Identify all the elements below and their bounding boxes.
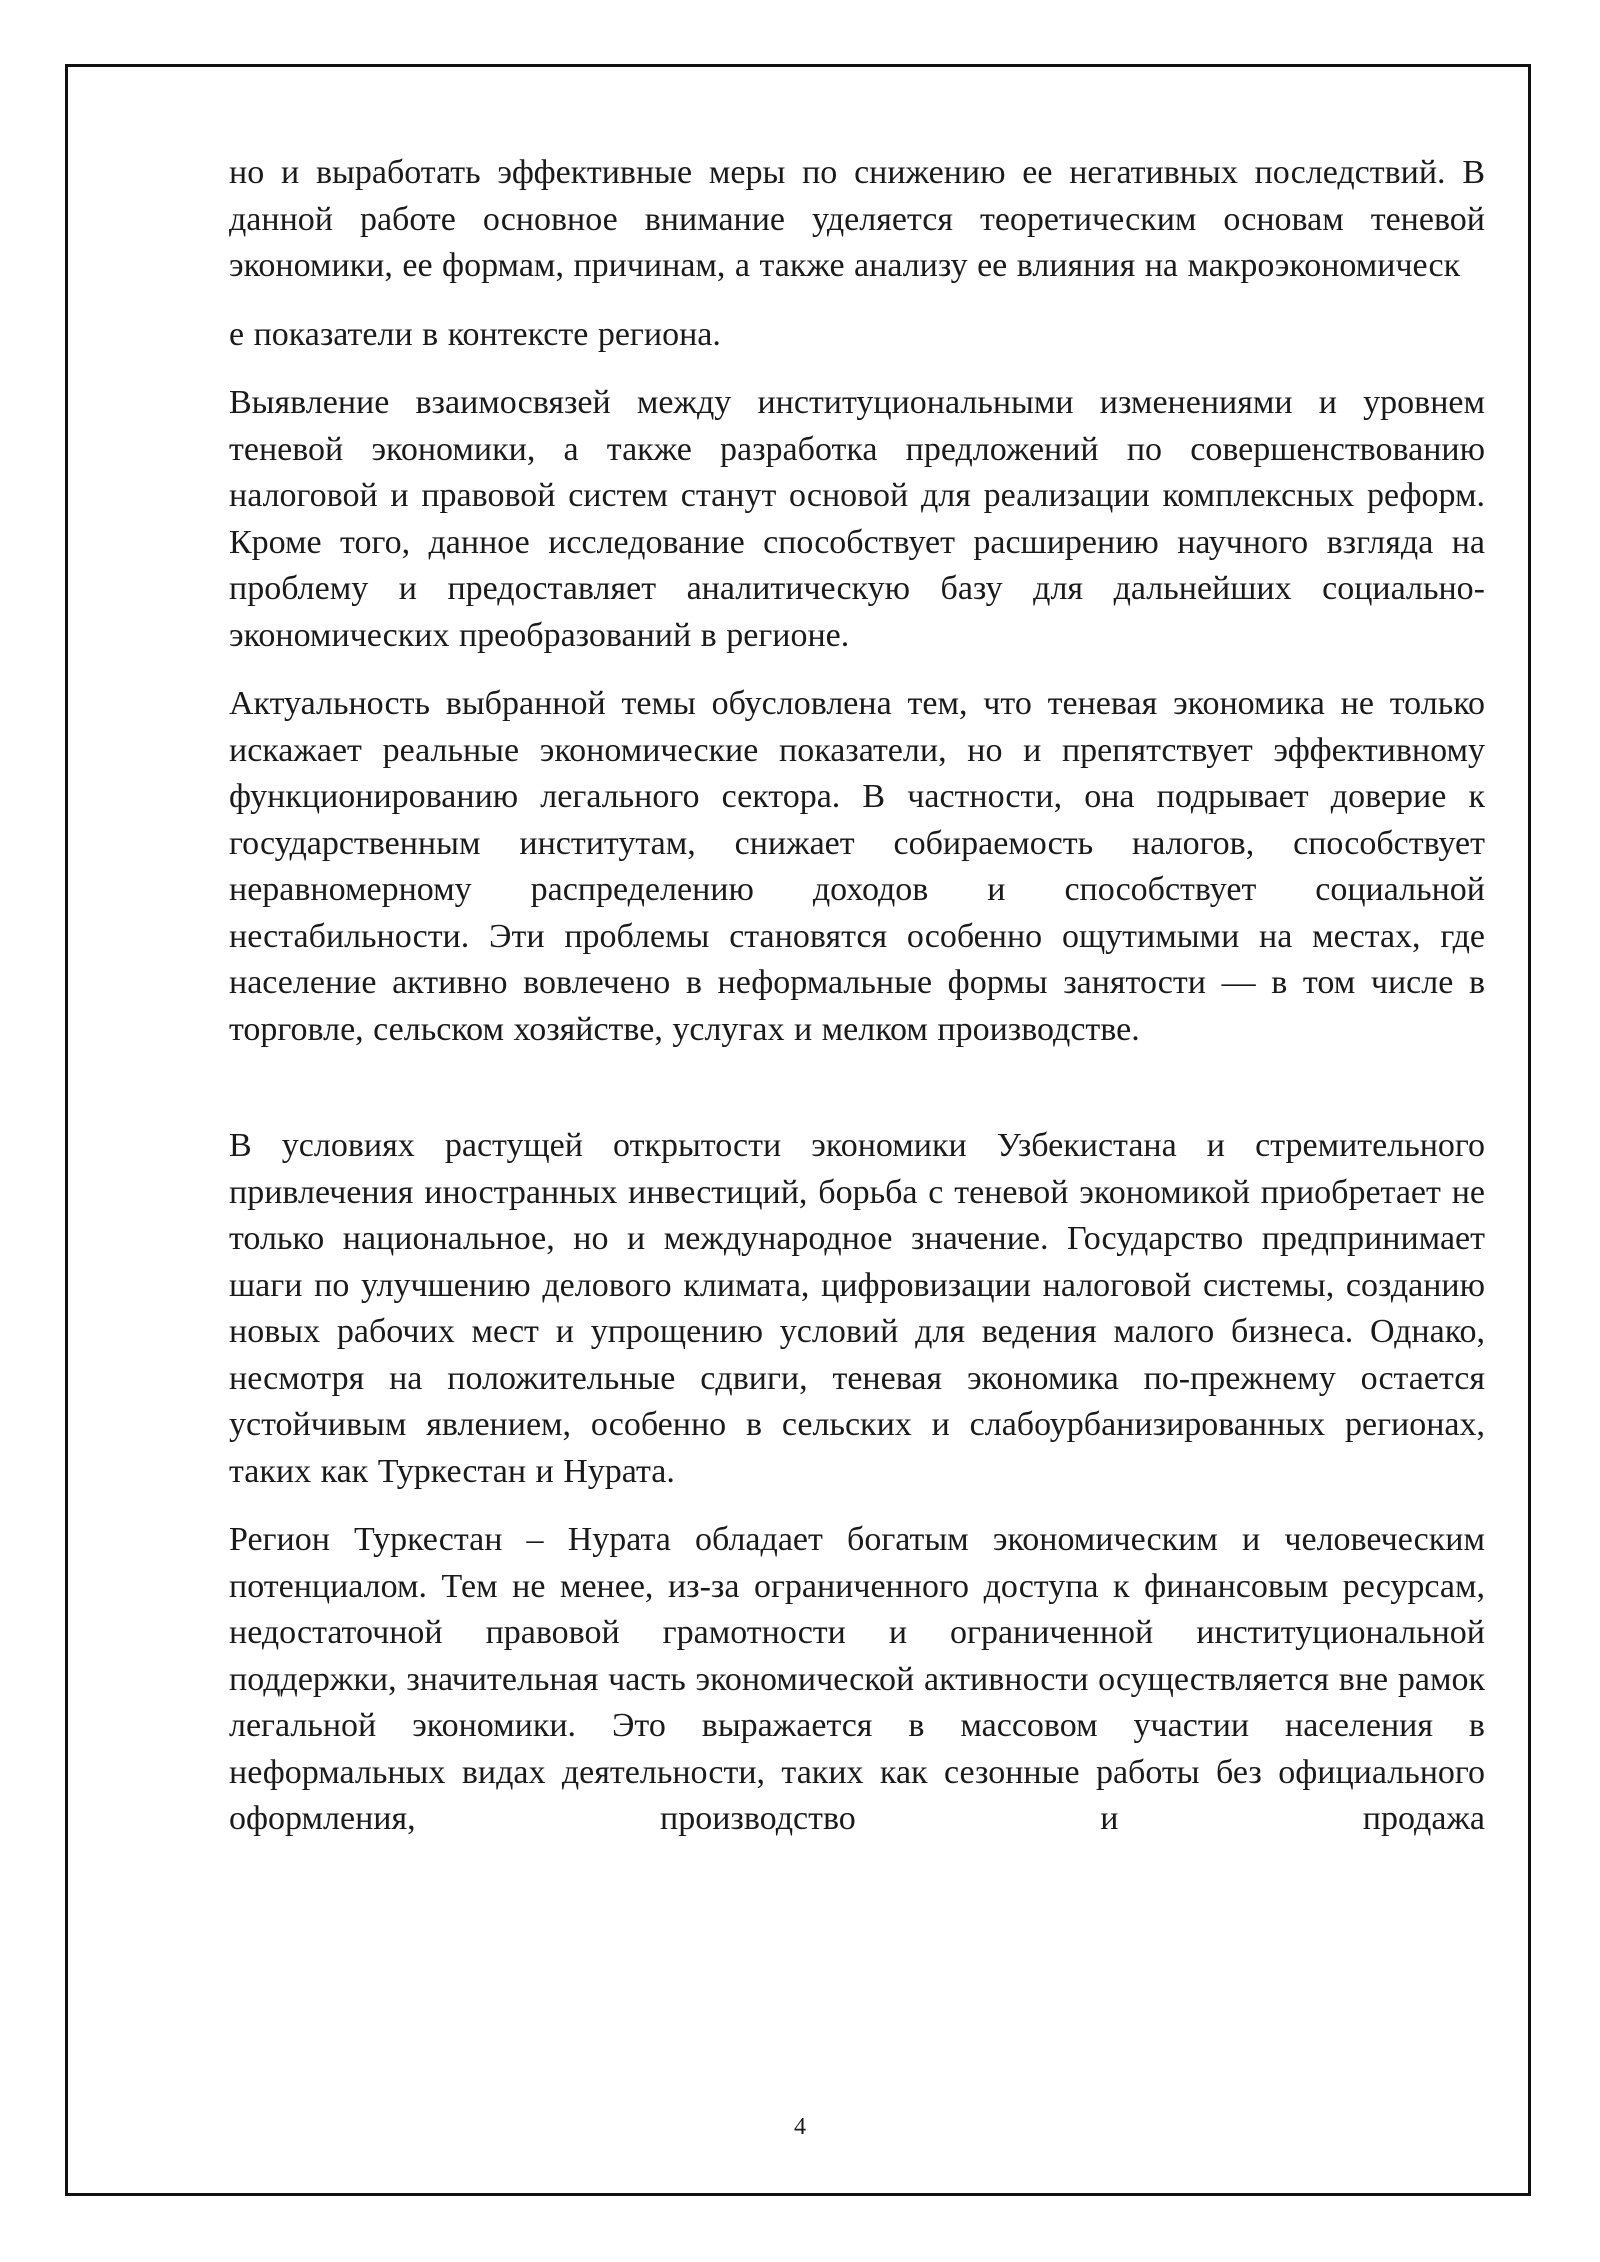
paragraph-region: Регион Туркестан – Нурата обладает богатым экономическим и человеческим потенциалом. Тем не менее, из-за ограниченного доступа к финансовым ресурсам, недостаточной правовой грамотности и ограниченной институциональной поддержки, значительная часть экономической активности осуществляется вне рамок легальной экономики. Это выражается в массовом участии населения в неформальных видах деятельности, таких как сезонные работы без официального оформления, производство и продажа <box>229 1521 1485 1837</box>
paragraph-openness: В условиях растущей открытости экономики Узбекистана и стремительного привлечения иностранных инвестиций, борьба с теневой экономикой приобретает не только национальное, но и международное значение. Государство предпринимает шаги по улучшению делового климата, цифровизации налоговой системы, созданию новых рабочих мест и упрощению условий для ведения малого бизнеса. Однако, несмотря на положительные сдвиги, теневая экономика по-прежнему остается устойчивым явлением, особенно в сельских и слабоурбанизированных регионах, таких как Туркестан и Нурата. <box>229 1127 1485 1490</box>
paragraph-relevance: Актуальность выбранной темы обусловлена тем, что теневая экономика не только искажает реальные экономические показатели, но и препятствует эффективному функционированию легального сектора. В частности, она подрывает доверие к государственным институтам, снижает собираемость налогов, способствует неравномерному распределению доходов и способствует социальной нестабильности. Эти проблемы становятся особенно ощутимыми на местах, где население активно вовлечено в неформальные формы занятости — в том числе в торговле, сельском хозяйстве, услугах и мелком производстве. <box>229 685 1485 1048</box>
paragraph-intro-continued: но и выработать эффективные меры по снижению ее негативных последствий. В данной работе основное внимание уделяется теоретическим основам теневой экономики, ее формам, причинам, а также анализу ее влияния на макроэкономическ <box>229 154 1485 284</box>
document-body <box>229 150 1485 1865</box>
paragraph-fragment: е показатели в контексте региона. <box>229 315 721 353</box>
paragraph-relations: Выявление взаимосвязей между институциональными изменениями и уровнем теневой экономики, а также разработка предложений по совершенствованию налоговой и правовой систем станут основой для реализации комплексных реформ. Кроме того, данное исследование способствует расширению научного взгляда на проблему и предоставляет аналитическую базу для дальнейших социально-экономических преобразований в регионе. <box>229 384 1485 654</box>
page-number: 4 <box>794 2114 806 2140</box>
